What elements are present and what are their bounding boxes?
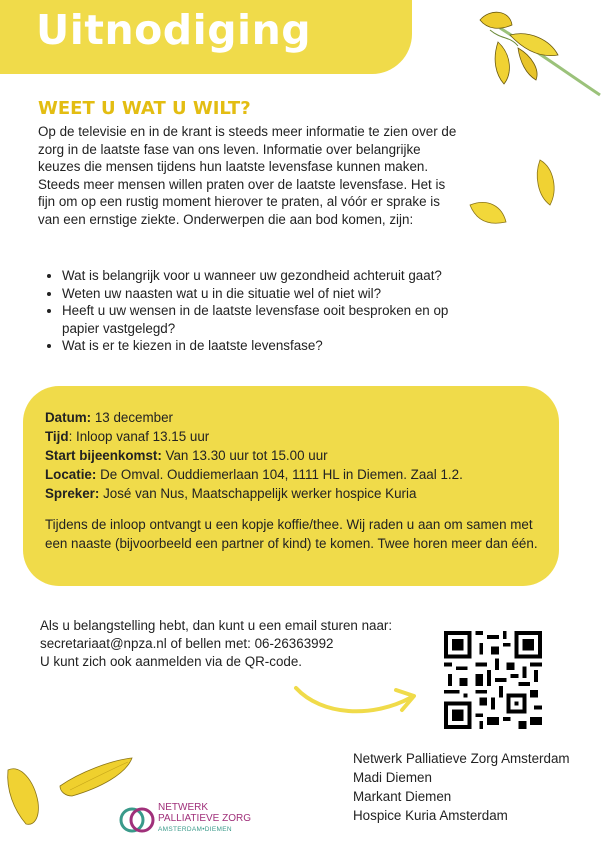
list-item: • Wat is er te kiezen in de laatste levensfase?	[62, 337, 472, 355]
event-start-label: Start bijeenkomst:	[45, 448, 162, 463]
event-date-row	[45, 408, 545, 427]
event-location-value: De Omval. Ouddiemerlaan 104, 1111 HL in Diemen. Zaal 1.2.	[96, 467, 463, 482]
logo-rings-icon	[118, 800, 156, 838]
organization-list	[353, 749, 570, 825]
logo-line-2: PALLIATIEVE ZORG	[158, 813, 251, 824]
organization-item: Netwerk Palliatieve Zorg Amsterdam	[353, 751, 570, 766]
event-speaker-value: José van Nus, Maatschappelijk werker hospice Kuria	[99, 486, 417, 501]
list-item: • Weten uw naasten wat u in die situatie wel of niet wil?	[62, 285, 472, 303]
organization-item: Hospice Kuria Amsterdam	[353, 808, 508, 823]
event-note: Tijdens de inloop ontvangt u een kopje koffie/thee. Wij raden u aan om samen met een naaste (bijvoorbeeld een partner of kind) te komen. Twee horen meer dan één.	[45, 517, 538, 551]
contact-info	[40, 617, 440, 671]
logo	[118, 800, 268, 840]
event-details	[45, 408, 545, 503]
qr-code[interactable]	[444, 631, 542, 729]
event-start-value: Van 13.30 uur tot 15.00 uur	[161, 448, 328, 463]
event-info-box	[23, 386, 559, 586]
organization-item: Markant Diemen	[353, 789, 452, 804]
arrow-icon	[292, 676, 422, 726]
intro-paragraph: Op de televisie en in de krant is steeds meer informatie te zien over de zorg in de laatste fase van ons leven. Informatie over belangrijke keuzes die mensen tijdens hun laatste levensfase kunnen maken. Steeds meer mensen willen praten over de laatste levensfase. Het is fijn om op een rustig moment hierover te praten, al vóór er sprake is van een ernstige ziekte. Onderwerpen die aan bod komen, zijn:	[38, 124, 457, 227]
event-location-row	[45, 465, 545, 484]
organization-item: Madi Diemen	[353, 770, 432, 785]
event-location-label: Locatie:	[45, 467, 97, 482]
page-title: Uitnodiging	[36, 6, 312, 54]
question-list	[42, 267, 472, 355]
flower-illustration	[440, 0, 606, 240]
event-speaker-label: Spreker:	[45, 486, 100, 501]
event-time-value: : Inloop vanaf 13.15 uur	[68, 429, 210, 444]
event-start-row	[45, 446, 545, 465]
title-banner	[0, 0, 412, 74]
intro-heading: WEET U WAT U WILT?	[38, 98, 251, 119]
list-item: • Heeft u uw wensen in de laatste levensfase ooit besproken en op papier vastgelegd?	[62, 302, 472, 337]
logo-text	[158, 802, 251, 824]
event-time-row	[45, 427, 545, 446]
event-speaker-row	[45, 484, 545, 503]
event-date-label: Datum:	[45, 410, 92, 425]
logo-subtitle: AMSTERDAM•DIEMEN	[158, 826, 232, 833]
contact-line-3: U kunt zich ook aanmelden via de QR-code.	[40, 654, 303, 669]
list-item: • Wat is belangrijk voor u wanneer uw gezondheid achteruit gaat?	[62, 267, 472, 285]
logo-line-1: NETWERK	[158, 802, 208, 813]
event-time-label: Tijd	[45, 429, 69, 444]
contact-line-2[interactable]: secretariaat@npza.nl of bellen met: 06-26363992	[40, 636, 334, 651]
contact-line-1: Als u belangstelling hebt, dan kunt u een email sturen naar:	[40, 618, 393, 633]
event-date-value: 13 december	[91, 410, 174, 425]
